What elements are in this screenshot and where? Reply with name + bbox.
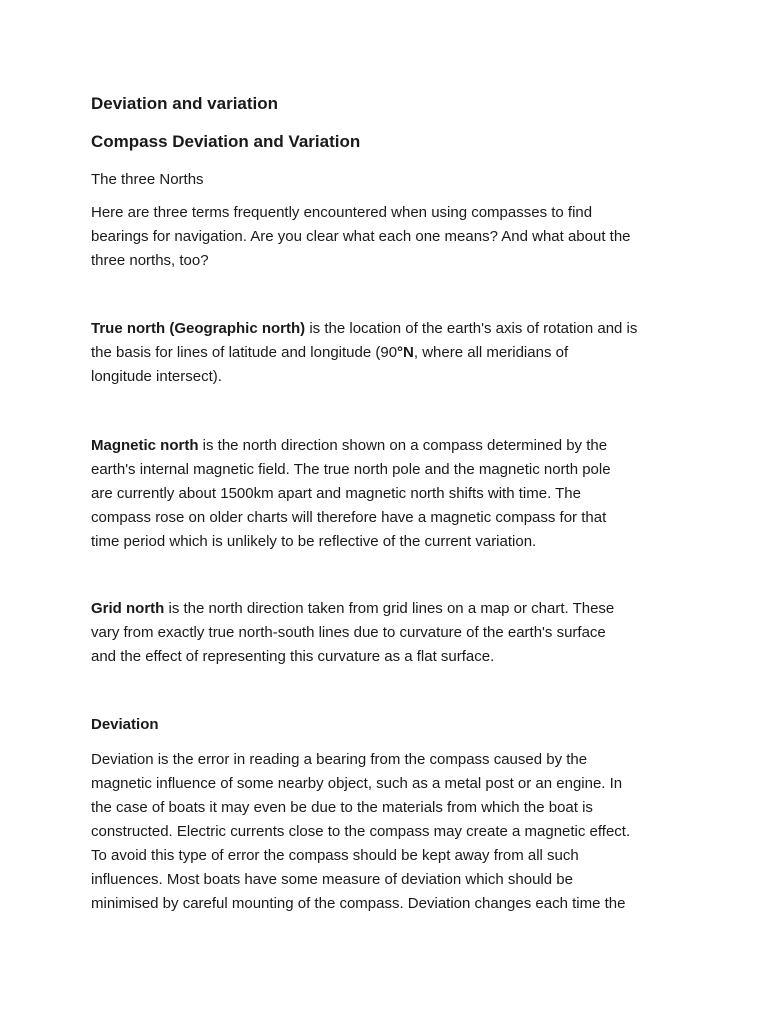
magnetic-north-paragraph [91, 434, 691, 554]
deviation-line: magnetic influence of some nearby object, such as a metal post or an engine. In [91, 775, 623, 792]
intro-line: Here are three terms frequently encountered when using compasses to find [91, 204, 593, 221]
true-north-degrees: °N [397, 344, 414, 361]
deviation-line: Deviation is the error in reading a bearing from the compass caused by the [91, 751, 588, 768]
grid-north-line [91, 597, 691, 621]
grid-north-paragraph [91, 597, 691, 669]
true-north-line [91, 341, 691, 365]
true-north-text: the basis for lines of latitude and longitude (90 [91, 344, 398, 361]
deviation-line: To avoid this type of error the compass should be kept away from all such [91, 847, 579, 864]
true-north-paragraph [91, 317, 691, 389]
true-north-line: longitude intersect). [91, 368, 222, 385]
deviation-paragraph [91, 748, 691, 916]
magnetic-north-line [91, 434, 691, 458]
magnetic-north-text: is the north direction shown on a compass determined by the [198, 437, 608, 454]
deviation-line: influences. Most boats have some measure of deviation which should be [91, 871, 573, 888]
document-title: Deviation and variation [91, 94, 279, 113]
intro-line: three norths, too? [91, 252, 209, 269]
deviation-line: minimised by careful mounting of the compass. Deviation changes each time the [91, 895, 626, 912]
true-north-text: , where all meridians of [413, 344, 569, 361]
grid-north-line: vary from exactly true north-south lines due to curvature of the earth's surface [91, 624, 606, 641]
magnetic-north-line: earth's internal magnetic field. The true north pole and the magnetic north pole [91, 461, 611, 478]
intro-paragraph [91, 201, 691, 273]
true-north-line [91, 317, 691, 341]
deviation-heading: Deviation [91, 716, 159, 733]
section-label: The three Norths [91, 171, 204, 188]
grid-north-text: is the north direction taken from grid lines on a map or chart. These [164, 600, 615, 617]
magnetic-north-line: are currently about 1500km apart and magnetic north shifts with time. The [91, 485, 581, 502]
intro-line: bearings for navigation. Are you clear what each one means? And what about the [91, 228, 631, 245]
deviation-line: the case of boats it may even be due to the materials from which the boat is [91, 799, 593, 816]
magnetic-north-line: time period which is unlikely to be reflective of the current variation. [91, 533, 537, 550]
document-subtitle: Compass Deviation and Variation [91, 132, 361, 151]
true-north-text: is the location of the earth's axis of rotation and is [305, 320, 638, 337]
magnetic-north-term: Magnetic north [91, 437, 199, 454]
deviation-line: constructed. Electric currents close to the compass may create a magnetic effect. [91, 823, 631, 840]
grid-north-line: and the effect of representing this curvature as a flat surface. [91, 648, 495, 665]
grid-north-term: Grid north [91, 600, 165, 617]
magnetic-north-line: compass rose on older charts will therefore have a magnetic compass for that [91, 509, 607, 526]
true-north-term: True north (Geographic north) [91, 320, 306, 337]
